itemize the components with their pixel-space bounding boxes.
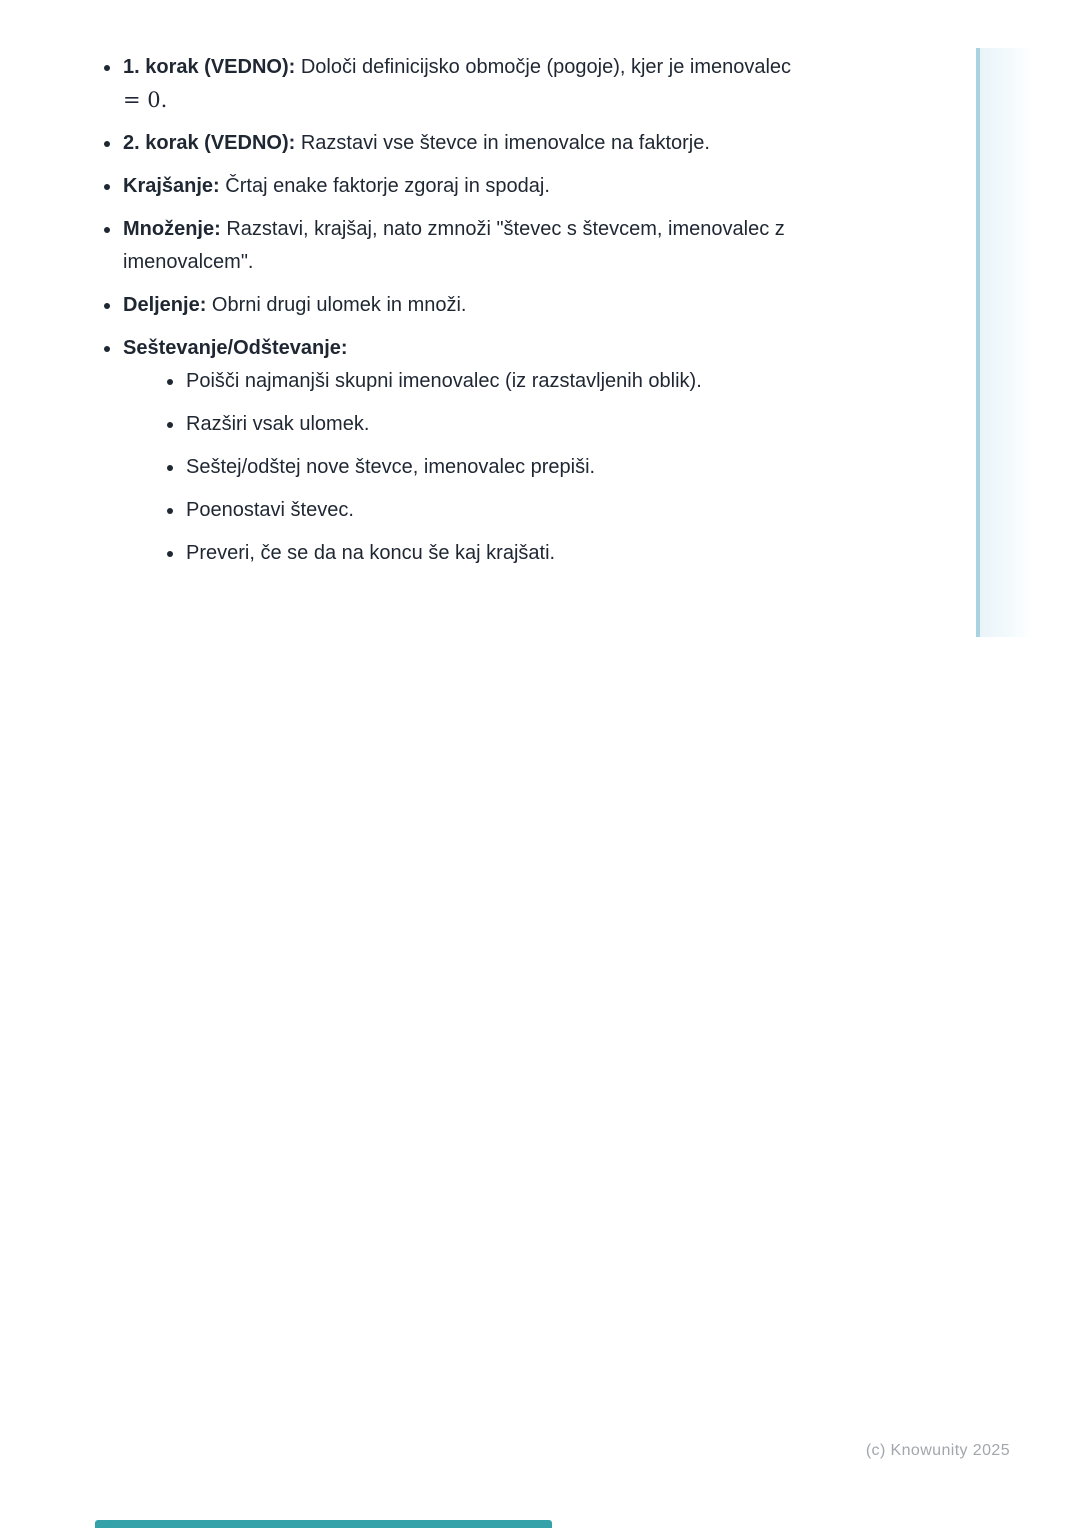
bullet-icon [167, 379, 173, 385]
bullet-icon [104, 65, 110, 71]
sub-list-item [158, 408, 877, 441]
bullet-icon [167, 422, 173, 428]
page-progress-bar [95, 1520, 552, 1528]
list-item-text: Razstavi, krajšaj, nato zmnoži "števec s števcem, imenovalec z [226, 218, 785, 240]
copyright-footer: (c) Knowunity 2025 [865, 1442, 1010, 1459]
list-item-label: Seštevanje/Odštevanje: [123, 337, 348, 359]
list-item [95, 127, 877, 160]
sub-list-item-text: Razširi vsak ulomek. [186, 413, 370, 435]
sub-list-item [158, 494, 877, 527]
list-item [95, 170, 877, 203]
list-item [95, 289, 877, 322]
list-item-label: 1. korak (VEDNO): [123, 56, 296, 78]
notes-list [95, 51, 877, 580]
list-item-label: Množenje: [123, 218, 221, 240]
list-item-label: Krajšanje: [123, 175, 220, 197]
list-item-text: Obrni drugi ulomek in množi. [211, 294, 467, 316]
sub-list-item [158, 537, 877, 570]
list-item-text: Črtaj enake faktorje zgoraj in spodaj. [225, 175, 550, 197]
sub-list-item-text: Preveri, če se da na koncu še kaj krajšati. [186, 542, 556, 564]
bullet-icon [104, 346, 110, 352]
list-item [95, 332, 877, 570]
bullet-icon [167, 508, 173, 514]
list-item-text-continued: imenovalcem". [123, 251, 254, 273]
sub-list-item-text: Poenostavi števec. [186, 499, 354, 521]
sub-list [158, 365, 877, 570]
list-item [95, 213, 877, 279]
bullet-icon [104, 184, 110, 190]
sub-list-item-text: Seštej/odštej nove števce, imenovalec prepiši. [186, 456, 596, 478]
bullet-icon [104, 141, 110, 147]
side-highlight-bar [976, 48, 1031, 637]
bullet-icon [104, 303, 110, 309]
math-expression: = 0. [123, 88, 168, 112]
list-item [95, 51, 877, 117]
sub-list-item [158, 365, 877, 398]
sub-list-item-text: Poišči najmanjši skupni imenovalec (iz razstavljenih oblik). [186, 370, 702, 392]
list-item-label: Deljenje: [123, 294, 207, 316]
list-item-label: 2. korak (VEDNO): [123, 132, 296, 154]
bullet-icon [167, 465, 173, 471]
list-item-text: Določi definicijsko območje (pogoje), kjer je imenovalec [300, 56, 792, 78]
list-item-text: Razstavi vse števce in imenovalce na faktorje. [300, 132, 710, 154]
sub-list-item [158, 451, 877, 484]
bullet-icon [167, 551, 173, 557]
bullet-icon [104, 227, 110, 233]
